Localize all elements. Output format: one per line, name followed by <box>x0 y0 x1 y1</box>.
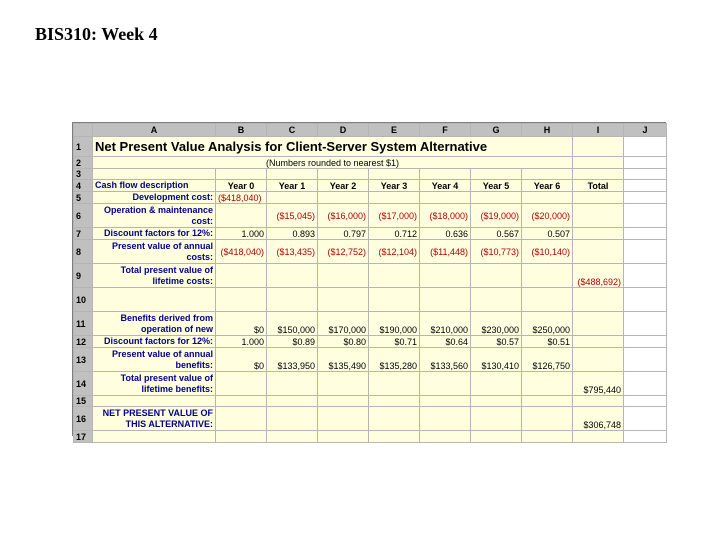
value-cell[interactable]: $190,000 <box>369 312 420 336</box>
row-label[interactable] <box>93 240 216 264</box>
value-cell[interactable] <box>318 407 369 431</box>
sheet-cell[interactable] <box>624 372 667 396</box>
value-cell[interactable]: $133,560 <box>420 348 471 372</box>
sheet-cell[interactable] <box>522 396 573 407</box>
row-header[interactable]: 10 <box>74 288 93 312</box>
sheet-cell[interactable] <box>624 348 667 372</box>
row-header[interactable]: 1 <box>74 137 93 157</box>
value-cell[interactable]: $0 <box>216 348 267 372</box>
value-cell[interactable] <box>471 407 522 431</box>
cash-flow-description-label[interactable]: Cash flow description <box>93 180 216 192</box>
column-header-g[interactable]: G <box>471 124 522 137</box>
sheet-row <box>74 228 667 240</box>
value-cell[interactable]: ($20,000) <box>522 204 573 228</box>
value-cell[interactable]: ($18,000) <box>420 204 471 228</box>
row-label[interactable] <box>93 348 216 372</box>
row-header[interactable]: 7 <box>74 228 93 240</box>
sheet-cell[interactable] <box>369 169 420 180</box>
sheet-cell[interactable] <box>624 169 667 180</box>
row-label-line: Present value of annual <box>111 240 213 251</box>
slide-title: BIS310: Week 4 <box>35 24 158 44</box>
row-label-line: cost: <box>191 215 213 226</box>
sheet-row <box>74 288 667 312</box>
value-cell[interactable]: ($10,140) <box>522 240 573 264</box>
sheet-row <box>74 312 667 336</box>
value-cell[interactable]: $0 <box>216 312 267 336</box>
sheet-row <box>74 348 667 372</box>
sheet-cell[interactable] <box>573 157 624 169</box>
row-header[interactable]: 12 <box>74 336 93 348</box>
sheet-row <box>74 336 667 348</box>
value-cell[interactable] <box>573 240 624 264</box>
sheet-cell[interactable] <box>369 396 420 407</box>
sheet-cell[interactable] <box>318 288 369 312</box>
sheet-cell[interactable] <box>369 431 420 443</box>
value-cell[interactable]: $210,000 <box>420 312 471 336</box>
value-cell[interactable] <box>267 407 318 431</box>
sheet-cell[interactable] <box>471 288 522 312</box>
year-header[interactable]: Year 0 <box>216 180 267 192</box>
row-label-line: operation of new <box>141 323 213 334</box>
value-cell[interactable]: 0.567 <box>471 228 522 240</box>
column-header-b[interactable]: B <box>216 124 267 137</box>
column-header-a[interactable]: A <box>93 124 216 137</box>
value-cell[interactable] <box>522 264 573 288</box>
row-label-line: lifetime benefits: <box>141 383 213 394</box>
value-cell[interactable] <box>573 312 624 336</box>
row-label-line: NET PRESENT VALUE OF <box>102 407 213 418</box>
sheet-cell[interactable] <box>318 396 369 407</box>
row-label-line: Present value of annual <box>111 348 213 359</box>
sheet-cell[interactable] <box>93 396 216 407</box>
value-cell[interactable] <box>369 264 420 288</box>
sheet-cell[interactable] <box>624 407 667 431</box>
sheet-row <box>74 407 667 431</box>
value-cell[interactable] <box>420 372 471 396</box>
sheet-cell[interactable] <box>93 431 216 443</box>
value-cell[interactable] <box>318 192 369 204</box>
row-header[interactable]: 4 <box>74 180 93 192</box>
value-cell[interactable]: $0.51 <box>522 336 573 348</box>
value-cell[interactable] <box>573 228 624 240</box>
sheet-cell[interactable] <box>267 396 318 407</box>
column-header-row <box>74 124 667 137</box>
value-cell[interactable]: $133,950 <box>267 348 318 372</box>
value-cell[interactable]: ($19,000) <box>471 204 522 228</box>
sheet-cell[interactable] <box>522 169 573 180</box>
sheet-title-cell[interactable]: Net Present Value Analysis for Client-Server System Alternative <box>93 137 573 157</box>
row-label[interactable] <box>93 407 216 431</box>
sheet-cell[interactable] <box>420 431 471 443</box>
row-header[interactable]: 8 <box>74 240 93 264</box>
sheet-cell[interactable] <box>624 336 667 348</box>
value-cell[interactable]: $0.71 <box>369 336 420 348</box>
column-header-c[interactable]: C <box>267 124 318 137</box>
value-cell[interactable]: $0.80 <box>318 336 369 348</box>
row-label[interactable] <box>93 204 216 228</box>
sheet-cell[interactable] <box>216 431 267 443</box>
value-cell[interactable] <box>420 192 471 204</box>
value-cell[interactable]: $0.89 <box>267 336 318 348</box>
npv-cell[interactable]: $306,748 <box>573 407 624 431</box>
sheet-row <box>74 180 667 192</box>
value-cell[interactable]: ($12,752) <box>318 240 369 264</box>
value-cell[interactable]: ($418,040) <box>216 240 267 264</box>
value-cell[interactable]: ($16,000) <box>318 204 369 228</box>
sheet-cell[interactable] <box>573 396 624 407</box>
value-cell[interactable]: 0.507 <box>522 228 573 240</box>
sheet-cell[interactable] <box>573 431 624 443</box>
sheet-cell[interactable] <box>471 169 522 180</box>
value-cell[interactable]: ($10,773) <box>471 240 522 264</box>
row-label-line: THIS ALTERNATIVE: <box>125 418 213 429</box>
value-cell[interactable]: 0.893 <box>267 228 318 240</box>
row-label[interactable] <box>93 264 216 288</box>
column-header-e[interactable]: E <box>369 124 420 137</box>
value-cell[interactable]: 0.712 <box>369 228 420 240</box>
sheet-cell[interactable] <box>624 157 667 169</box>
value-cell[interactable]: $135,280 <box>369 348 420 372</box>
value-cell[interactable] <box>267 192 318 204</box>
value-cell[interactable]: $150,000 <box>267 312 318 336</box>
value-cell[interactable] <box>573 204 624 228</box>
sheet-cell[interactable] <box>522 288 573 312</box>
row-label[interactable]: Development cost: <box>93 192 216 204</box>
sheet-row <box>74 372 667 396</box>
sheet-row <box>74 157 667 169</box>
value-cell[interactable]: 0.636 <box>420 228 471 240</box>
value-cell[interactable] <box>471 192 522 204</box>
row-header[interactable]: 2 <box>74 157 93 169</box>
sheet-row <box>74 204 667 228</box>
value-cell[interactable] <box>318 372 369 396</box>
sheet-cell[interactable] <box>624 264 667 288</box>
year-header[interactable]: Year 6 <box>522 180 573 192</box>
sheet-cell[interactable] <box>369 288 420 312</box>
value-cell[interactable]: $130,410 <box>471 348 522 372</box>
sheet-cell[interactable] <box>267 288 318 312</box>
row-header[interactable]: 14 <box>74 372 93 396</box>
row-label[interactable] <box>93 372 216 396</box>
value-cell[interactable]: $126,750 <box>522 348 573 372</box>
sheet-row <box>74 240 667 264</box>
value-cell[interactable]: $170,000 <box>318 312 369 336</box>
value-cell[interactable] <box>573 336 624 348</box>
row-label[interactable] <box>93 312 216 336</box>
value-cell[interactable] <box>267 264 318 288</box>
sheet-cell[interactable] <box>573 137 624 157</box>
sheet-cell[interactable] <box>624 288 667 312</box>
value-cell[interactable] <box>216 264 267 288</box>
sheet-cell[interactable] <box>93 169 216 180</box>
column-header-i[interactable]: I <box>573 124 624 137</box>
sheet-cell[interactable] <box>624 137 667 157</box>
year-header[interactable]: Year 1 <box>267 180 318 192</box>
value-cell[interactable]: ($418,040) <box>216 192 267 204</box>
spreadsheet-grid[interactable] <box>72 122 666 442</box>
row-label-line: Benefits derived from <box>120 312 213 323</box>
value-cell[interactable]: $135,490 <box>318 348 369 372</box>
sheet-cell[interactable] <box>573 288 624 312</box>
value-cell[interactable] <box>573 192 624 204</box>
row-header[interactable]: 16 <box>74 407 93 431</box>
value-cell[interactable] <box>522 372 573 396</box>
row-label-line: lifetime costs: <box>152 275 213 286</box>
sheet-cell[interactable] <box>624 431 667 443</box>
row-label-line: Operation & maintenance <box>103 204 213 215</box>
row-header[interactable]: 3 <box>74 169 93 180</box>
year-header[interactable]: Year 3 <box>369 180 420 192</box>
value-cell[interactable]: ($15,045) <box>267 204 318 228</box>
value-cell[interactable] <box>369 192 420 204</box>
row-header[interactable]: 5 <box>74 192 93 204</box>
value-cell[interactable]: ($13,435) <box>267 240 318 264</box>
value-cell[interactable] <box>420 407 471 431</box>
sheet-cell[interactable] <box>624 192 667 204</box>
value-cell[interactable] <box>420 264 471 288</box>
value-cell[interactable]: $250,000 <box>522 312 573 336</box>
value-cell[interactable]: 1.000 <box>216 336 267 348</box>
sheet-cell[interactable] <box>318 169 369 180</box>
sheet-cell[interactable] <box>471 396 522 407</box>
row-label[interactable]: Discount factors for 12%: <box>93 228 216 240</box>
total-benefit-cell[interactable]: $795,440 <box>573 372 624 396</box>
row-label-line: Total present value of <box>120 264 213 275</box>
value-cell[interactable]: 0.797 <box>318 228 369 240</box>
sheet-row <box>74 431 667 443</box>
sheet-cell[interactable] <box>624 204 667 228</box>
sheet-row <box>74 192 667 204</box>
sheet-cell[interactable] <box>471 431 522 443</box>
value-cell[interactable] <box>216 372 267 396</box>
sheet-cell[interactable] <box>420 288 471 312</box>
column-header-j[interactable]: J <box>624 124 667 137</box>
year-header[interactable]: Year 4 <box>420 180 471 192</box>
row-label-line: benefits: <box>175 359 213 370</box>
spreadsheet-table <box>73 123 667 443</box>
sheet-cell[interactable] <box>216 169 267 180</box>
year-header[interactable]: Year 2 <box>318 180 369 192</box>
row-header[interactable]: 17 <box>74 431 93 443</box>
value-cell[interactable] <box>471 264 522 288</box>
value-cell[interactable] <box>267 372 318 396</box>
sheet-cell[interactable] <box>216 396 267 407</box>
row-label[interactable]: Discount factors for 12%: <box>93 336 216 348</box>
row-header[interactable]: 6 <box>74 204 93 228</box>
value-cell[interactable]: $0.57 <box>471 336 522 348</box>
value-cell[interactable] <box>471 372 522 396</box>
sheet-row <box>74 137 667 157</box>
value-cell[interactable] <box>216 204 267 228</box>
value-cell[interactable] <box>318 264 369 288</box>
sheet-cell[interactable] <box>216 288 267 312</box>
value-cell[interactable] <box>216 407 267 431</box>
row-header[interactable]: 11 <box>74 312 93 336</box>
column-header-d[interactable]: D <box>318 124 369 137</box>
sheet-cell[interactable] <box>624 240 667 264</box>
value-cell[interactable] <box>369 372 420 396</box>
total-header[interactable]: Total <box>573 180 624 192</box>
column-header-h[interactable]: H <box>522 124 573 137</box>
select-all-corner[interactable] <box>74 124 93 137</box>
value-cell[interactable]: $0.64 <box>420 336 471 348</box>
sheet-cell[interactable] <box>420 169 471 180</box>
total-cost-cell[interactable]: ($488,692) <box>573 264 624 288</box>
sheet-cell[interactable] <box>573 169 624 180</box>
row-header[interactable]: 13 <box>74 348 93 372</box>
sheet-cell[interactable] <box>267 431 318 443</box>
value-cell[interactable] <box>522 192 573 204</box>
value-cell[interactable]: ($17,000) <box>369 204 420 228</box>
sheet-cell[interactable] <box>267 169 318 180</box>
sheet-row <box>74 169 667 180</box>
sheet-cell[interactable] <box>624 312 667 336</box>
sheet-row <box>74 264 667 288</box>
sheet-cell[interactable] <box>624 228 667 240</box>
sheet-cell[interactable] <box>624 396 667 407</box>
row-header[interactable]: 9 <box>74 264 93 288</box>
value-cell[interactable]: $230,000 <box>471 312 522 336</box>
value-cell[interactable]: ($12,104) <box>369 240 420 264</box>
sheet-cell[interactable] <box>93 288 216 312</box>
value-cell[interactable] <box>522 407 573 431</box>
value-cell[interactable]: ($11,448) <box>420 240 471 264</box>
value-cell[interactable]: 1.000 <box>216 228 267 240</box>
value-cell[interactable] <box>369 407 420 431</box>
row-label-line: Total present value of <box>120 372 213 383</box>
column-header-f[interactable]: F <box>420 124 471 137</box>
sheet-row <box>74 396 667 407</box>
row-label-line: costs: <box>186 251 213 262</box>
value-cell[interactable] <box>573 348 624 372</box>
sheet-cell[interactable] <box>624 180 667 192</box>
year-header[interactable]: Year 5 <box>471 180 522 192</box>
row-header[interactable]: 15 <box>74 396 93 407</box>
sheet-subtitle-cell[interactable]: (Numbers rounded to nearest $1) <box>93 157 573 169</box>
sheet-cell[interactable] <box>420 396 471 407</box>
sheet-cell[interactable] <box>522 431 573 443</box>
sheet-cell[interactable] <box>318 431 369 443</box>
